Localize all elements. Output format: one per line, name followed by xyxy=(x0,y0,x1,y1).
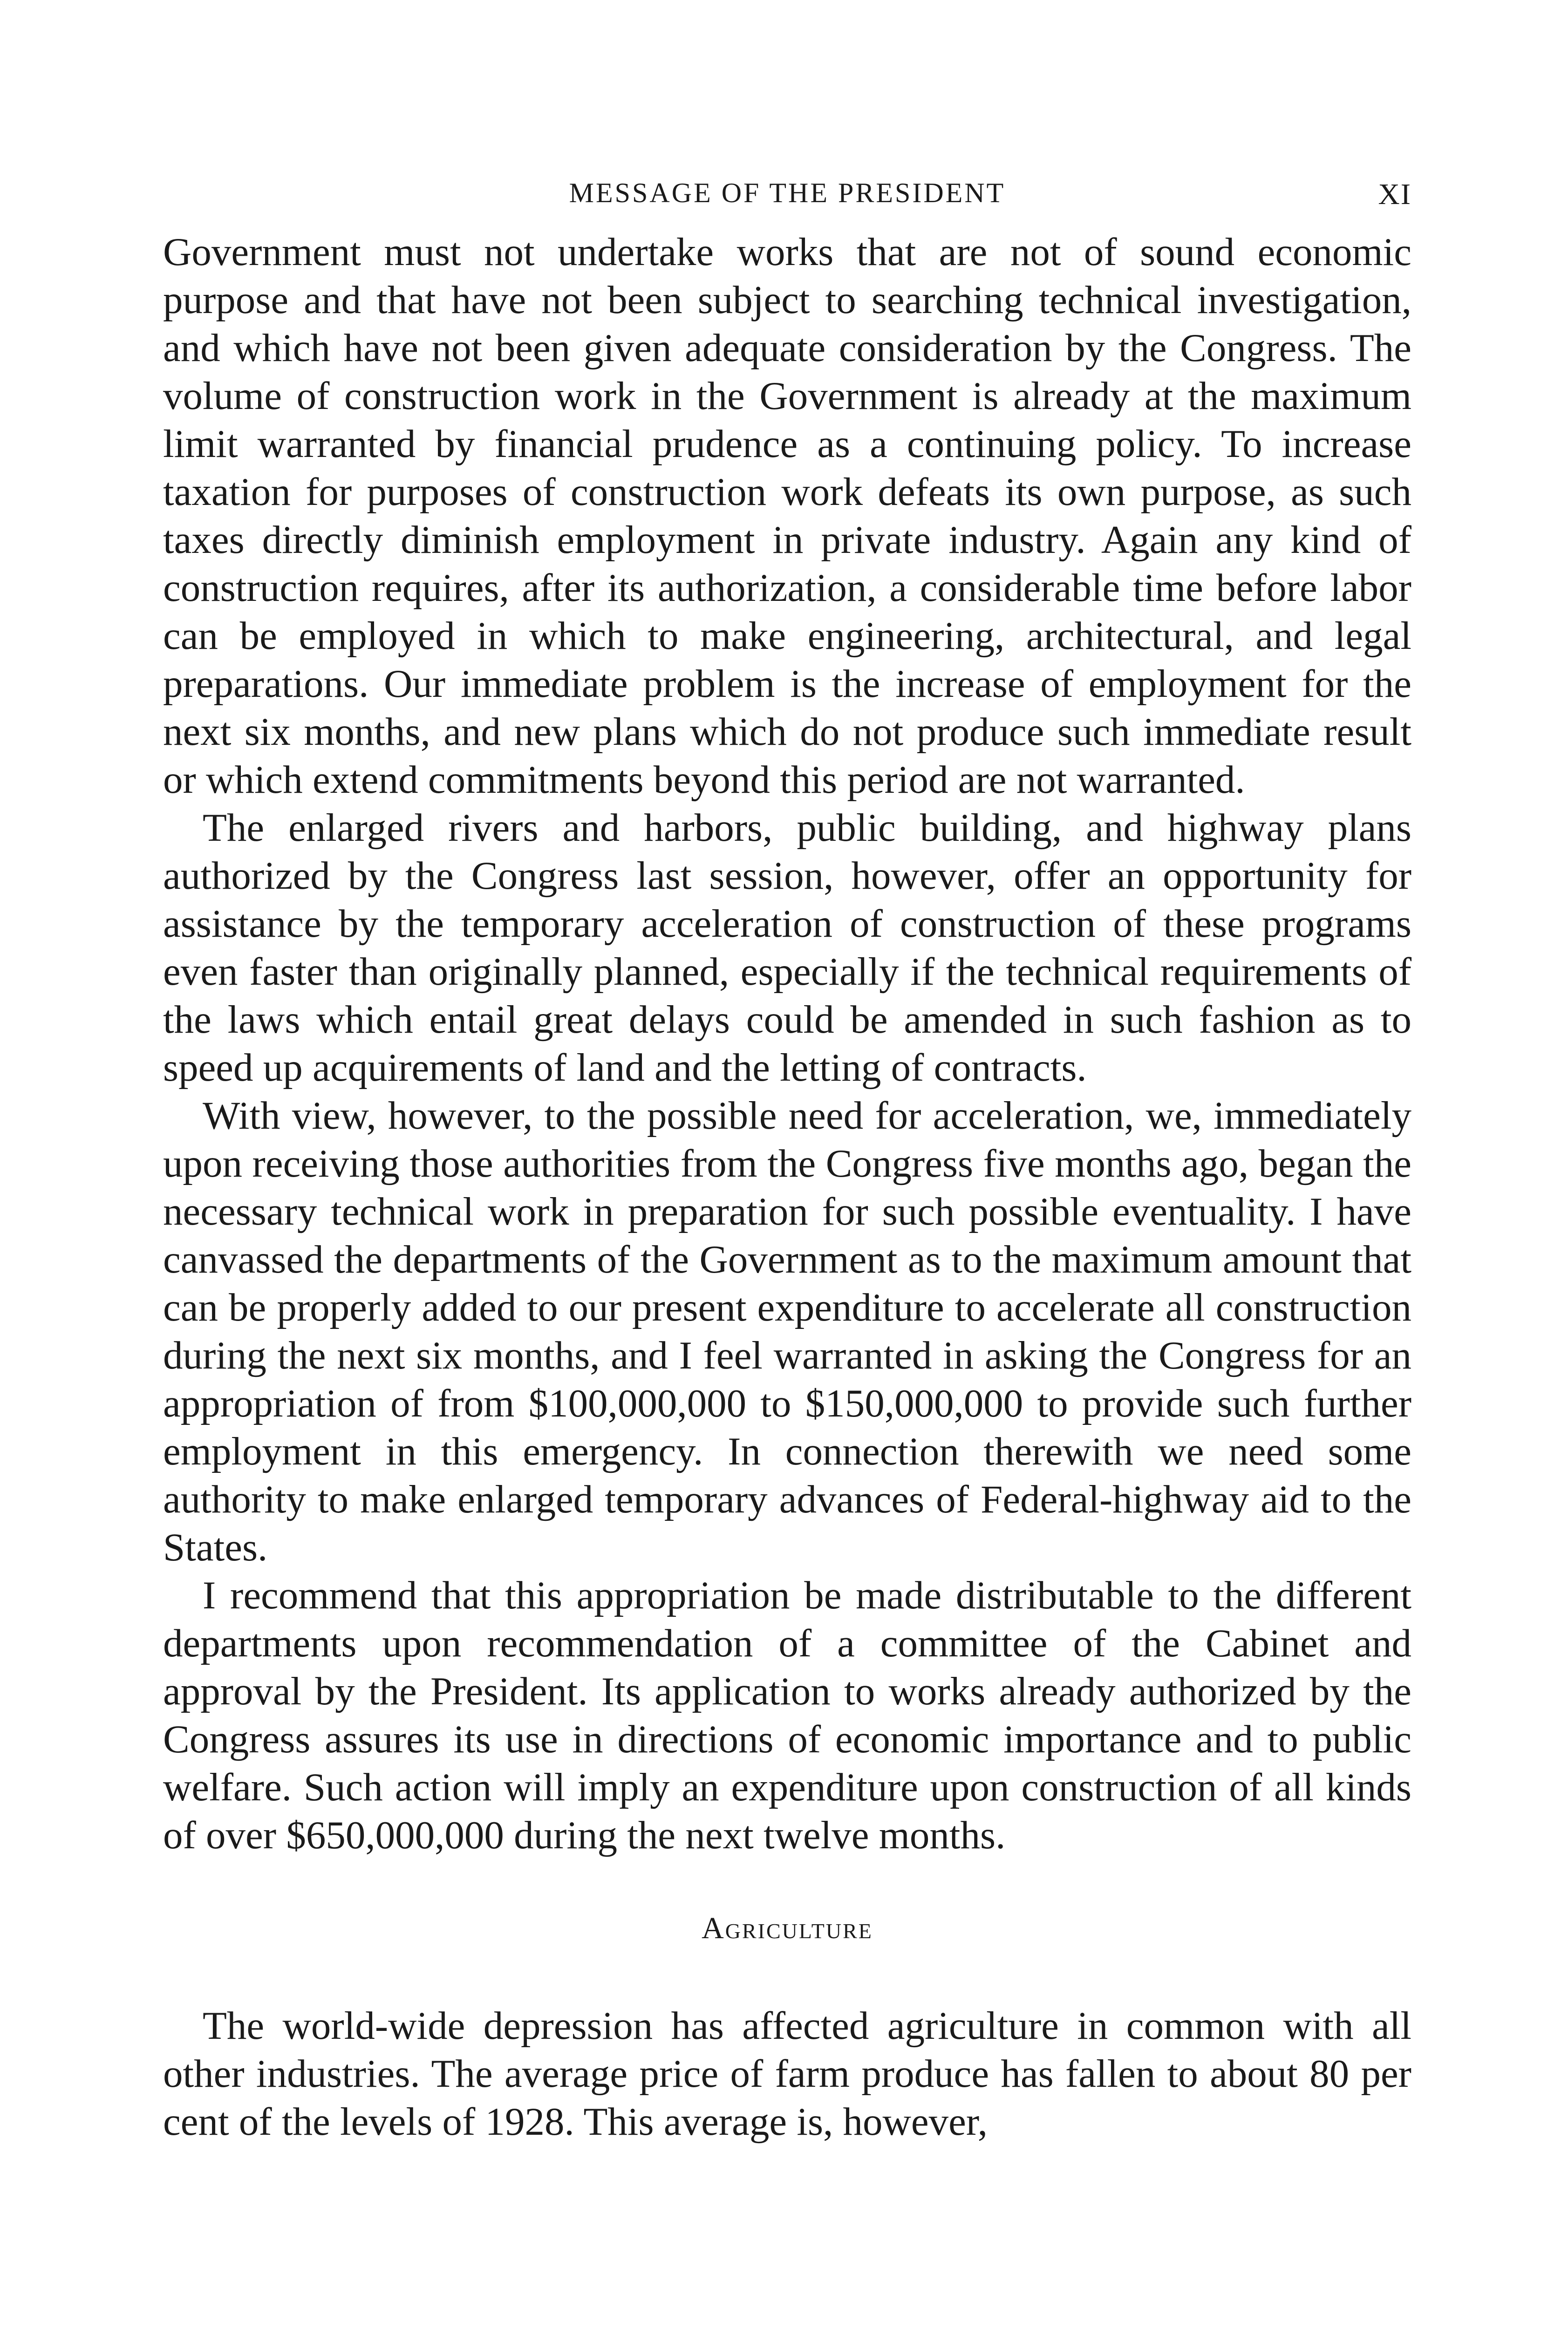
body-text xyxy=(163,228,1411,1859)
running-title: MESSAGE OF THE PRESIDENT xyxy=(569,177,1006,208)
paragraph: Government must not undertake works that are not of sound economic purpose and that have not been subject to searching technical investigation, and which have not been given adequate consideration by the Congress. The volume of construction work in the Government is already at the maximum limit warranted by financial prudence as a continuing policy. To increase taxation for purposes of construction work defeats its own purpose, as such taxes directly diminish employment in private industry. Again any kind of construction requires, after its authorization, a considerable time before labor can be employed in which to make engineering, architectural, and legal preparations. Our immediate problem is the increase of employment for the next six months, and new plans which do not produce such immediate result or which extend commitments beyond this period are not warranted. xyxy=(163,230,1411,802)
section-heading: Agriculture xyxy=(702,1911,873,1945)
document-page xyxy=(163,177,1411,2146)
paragraph: With view, however, to the possible need for acceleration, we, immediately upon receiving those authorities from the Congress five months ago, began the necessary technical work in preparation for such possible eventuality. I have canvassed the departments of the Government as to the maximum amount that can be properly added to our present expenditure to accelerate all construction during the next six months, and I feel warranted in asking the Congress for an appropriation of from $100,000,000 to $150,000,000 to provide such further employment in this emergency. In connection therewith we need some authority to make enlarged temporary advances of Federal-highway aid to the States. xyxy=(163,1094,1411,1569)
section-body xyxy=(163,2002,1411,2146)
page-number: XI xyxy=(1378,177,1411,211)
paragraph: The enlarged rivers and harbors, public building, and highway plans authorized by the Congress last session, however, offer an opportunity for assistance by the temporary acceleration of construction of these programs even faster than originally planned, especially if the technical requirements of the laws which entail great delays could be amended in such fashion as to speed up acquirements of land and the letting of contracts. xyxy=(163,806,1411,1090)
running-head xyxy=(163,177,1411,228)
paragraph: The world-wide depression has affected agriculture in common with all other industries. The average price of farm produce has fallen to about 80 per cent of the levels of 1928. This average is, however, xyxy=(163,2004,1411,2144)
paragraph: I recommend that this appropriation be made distributable to the different departments upon recommendation of a committee of the Cabinet and approval by the President. Its application to works already authorized by the Congress assures its use in directions of economic importance and to public welfare. Such action will imply an expenditure upon construction of all kinds of over $650,000,000 during the next twelve months. xyxy=(163,1573,1411,1857)
